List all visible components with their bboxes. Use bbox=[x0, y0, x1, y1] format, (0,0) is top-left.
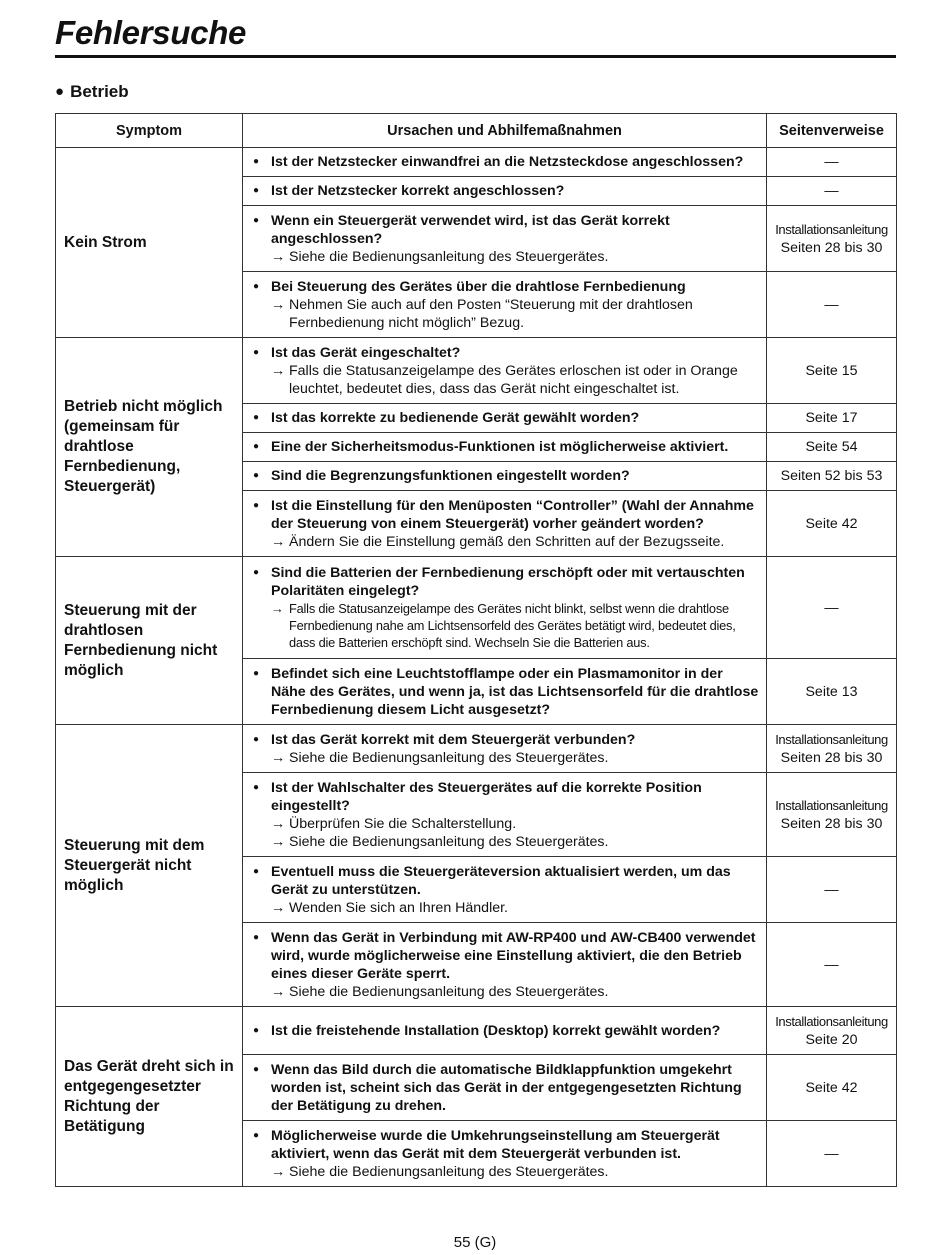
reference-cell bbox=[767, 857, 897, 923]
cause-question: ● Wenn ein Steuergerät verwendet wird, ist das Gerät korrekt angeschlossen? bbox=[253, 212, 760, 248]
remedy-text: Wenden Sie sich an Ihren Händler. bbox=[289, 899, 508, 916]
cause-question: ● Ist der Wahlschalter des Steuergerätes auf die korrekte Position eingestellt? bbox=[253, 779, 760, 815]
table-row bbox=[56, 148, 897, 177]
arrow-right-icon: → bbox=[271, 601, 284, 616]
symptom-cell: Steuerung mit der drahtlosen Fernbedienung nicht möglich bbox=[56, 557, 243, 725]
reference-text: — bbox=[824, 599, 839, 616]
cause-cell bbox=[243, 177, 767, 206]
remedy-text: Siehe die Bedienungsanleitung des Steuergerätes. bbox=[289, 248, 609, 265]
reference-text: Seiten 52 bis 53 bbox=[780, 468, 883, 484]
bullet-icon: ● bbox=[55, 83, 65, 100]
cause-cell bbox=[243, 773, 767, 857]
reference-cell bbox=[767, 433, 897, 462]
cause-question: ● Wenn das Bild durch die automatische Bildklappfunktion umgekehrt worden ist, scheint sich das Gerät in der entgegengesetzten Richtung der Betätigung zu drehen. bbox=[253, 1061, 760, 1115]
header-cause: Ursachen und Abhilfemaßnahmen bbox=[243, 114, 767, 148]
arrow-right-icon: → bbox=[271, 533, 286, 550]
reference-cell bbox=[767, 923, 897, 1007]
reference-cell bbox=[767, 1121, 897, 1187]
reference-cell bbox=[767, 557, 897, 659]
arrow-right-icon: → bbox=[271, 815, 286, 832]
reference-text: Seiten 28 bis 30 bbox=[780, 749, 883, 766]
cause-question: ● Befindet sich eine Leuchtstofflampe oder ein Plasmamonitor in der Nähe des Gerätes, und wenn ja, ist das Lichtsensorfeld für die drahtlose Fernbedienung diesem Licht ausgesetzt? bbox=[253, 665, 760, 719]
section-heading bbox=[55, 82, 129, 102]
cause-cell bbox=[243, 1055, 767, 1121]
arrow-right-icon: → bbox=[271, 983, 286, 1000]
cause-cell bbox=[243, 338, 767, 404]
cause-question: ● Ist der Netzstecker einwandfrei an die Netzsteckdose angeschlossen? bbox=[253, 153, 760, 171]
reference-cell bbox=[767, 773, 897, 857]
arrow-right-icon: → bbox=[271, 296, 286, 313]
cause-question: ● Ist das Gerät korrekt mit dem Steuergerät verbunden? bbox=[253, 731, 760, 749]
table-row bbox=[56, 338, 897, 404]
remedy-text: Nehmen Sie auch auf den Posten “Steuerung mit der drahtlosen Fernbedienung nicht möglich” Bezug. bbox=[289, 296, 693, 331]
header-reference: Seitenverweise bbox=[767, 114, 897, 148]
page-number: 55 (G) bbox=[453, 1234, 497, 1251]
cause-cell bbox=[243, 272, 767, 338]
reference-text: — bbox=[824, 881, 839, 898]
reference-cell bbox=[767, 1055, 897, 1121]
cause-question: ● Ist das Gerät eingeschaltet? bbox=[253, 344, 760, 362]
troubleshooting-table bbox=[55, 113, 897, 1187]
header-symptom: Symptom bbox=[56, 114, 243, 148]
remedy-text: Siehe die Bedienungsanleitung des Steuergerätes. bbox=[289, 983, 609, 1000]
arrow-right-icon: → bbox=[271, 1163, 286, 1180]
symptom-cell: Das Gerät dreht sich in entgegengesetzter Richtung der Betätigung bbox=[56, 1007, 243, 1187]
reference-cell bbox=[767, 206, 897, 272]
remedy-text: Ändern Sie die Einstellung gemäß den Schritten auf der Bezugsseite. bbox=[289, 533, 725, 550]
reference-cell bbox=[767, 177, 897, 206]
cause-cell bbox=[243, 491, 767, 557]
cause-cell bbox=[243, 404, 767, 433]
reference-text: Seite 17 bbox=[805, 410, 858, 426]
cause-question: ● Eine der Sicherheitsmodus-Funktionen ist möglicherweise aktiviert. bbox=[253, 438, 760, 456]
cause-question: ● Sind die Batterien der Fernbedienung erschöpft oder mit vertauschten Polaritäten eingelegt? bbox=[253, 564, 760, 600]
cause-cell bbox=[243, 857, 767, 923]
cause-cell bbox=[243, 725, 767, 773]
remedy-action bbox=[253, 815, 760, 833]
reference-cell bbox=[767, 272, 897, 338]
cause-question: ● Ist der Netzstecker korrekt angeschlossen? bbox=[253, 182, 760, 200]
cause-question: ● Ist die freistehende Installation (Desktop) korrekt gewählt worden? bbox=[253, 1022, 760, 1040]
arrow-right-icon: → bbox=[271, 362, 286, 379]
table-header-row bbox=[56, 114, 897, 148]
reference-text: Installationsanleitung bbox=[775, 221, 888, 237]
reference-cell bbox=[767, 338, 897, 404]
remedy-action bbox=[253, 1163, 760, 1181]
reference-text: Installationsanleitung bbox=[775, 797, 888, 813]
remedy-action bbox=[253, 749, 760, 767]
remedy-action bbox=[253, 248, 760, 266]
remedy-text: Siehe die Bedienungsanleitung des Steuergerätes. bbox=[289, 833, 609, 850]
cause-cell bbox=[243, 433, 767, 462]
remedy-action bbox=[253, 899, 760, 917]
reference-cell bbox=[767, 659, 897, 725]
remedy-action bbox=[253, 983, 760, 1001]
reference-text: — bbox=[824, 956, 839, 973]
reference-text: Seite 54 bbox=[805, 439, 858, 455]
table-row bbox=[56, 1007, 897, 1055]
cause-cell bbox=[243, 206, 767, 272]
remedy-text: Siehe die Bedienungsanleitung des Steuergerätes. bbox=[289, 1163, 609, 1180]
remedy-text: Falls die Statusanzeigelampe des Gerätes erloschen ist oder in Orange leuchtet, bedeutet dies, dass das Gerät nicht eingeschaltet ist. bbox=[289, 362, 738, 397]
cause-question: ● Möglicherweise wurde die Umkehrungseinstellung am Steuergerät aktiviert, wenn das Gerät mit dem Steuergerät verbunden ist. bbox=[253, 1127, 760, 1163]
reference-cell bbox=[767, 1007, 897, 1055]
arrow-right-icon: → bbox=[271, 833, 286, 850]
remedy-action bbox=[253, 833, 760, 851]
reference-text: Seite 42 bbox=[805, 1079, 858, 1096]
cause-question: ● Ist die Einstellung für den Menüposten “Controller” (Wahl der Annahme der Steuerung von einem Steuergerät) vorher geändert worden? bbox=[253, 497, 760, 533]
reference-text: Seite 42 bbox=[805, 515, 858, 532]
symptom-cell: Betrieb nicht möglich (gemeinsam für drahtlose Fernbedienung, Steuergerät) bbox=[56, 338, 243, 557]
reference-text: — bbox=[824, 296, 839, 313]
arrow-right-icon: → bbox=[271, 899, 286, 916]
reference-text: Seite 20 bbox=[805, 1031, 858, 1048]
page-title: Fehlersuche bbox=[55, 14, 247, 51]
cause-cell bbox=[243, 462, 767, 491]
cause-cell bbox=[243, 148, 767, 177]
title-rule bbox=[55, 55, 896, 58]
arrow-right-icon: → bbox=[271, 248, 286, 265]
symptom-cell: Kein Strom bbox=[56, 148, 243, 338]
remedy-action bbox=[253, 362, 760, 398]
arrow-right-icon: → bbox=[271, 749, 286, 766]
reference-text: — bbox=[824, 183, 839, 199]
remedy-text: Überprüfen Sie die Schalterstellung. bbox=[289, 815, 517, 832]
remedy-text: Siehe die Bedienungsanleitung des Steuergerätes. bbox=[289, 749, 609, 766]
cause-cell bbox=[243, 659, 767, 725]
cause-question: ● Bei Steuerung des Gerätes über die drahtlose Fernbedienung bbox=[253, 278, 760, 296]
remedy-action bbox=[253, 533, 760, 551]
cause-question: ● Sind die Begrenzungsfunktionen eingestellt worden? bbox=[253, 467, 760, 485]
cause-question: ● Ist das korrekte zu bedienende Gerät gewählt worden? bbox=[253, 409, 760, 427]
reference-text: Seite 15 bbox=[805, 362, 858, 379]
reference-cell bbox=[767, 725, 897, 773]
reference-text: — bbox=[824, 154, 839, 170]
remedy-action bbox=[253, 600, 760, 651]
reference-text: Seiten 28 bis 30 bbox=[780, 239, 883, 256]
reference-cell bbox=[767, 491, 897, 557]
reference-text: Seite 13 bbox=[805, 683, 858, 700]
reference-text: — bbox=[824, 1145, 839, 1162]
cause-cell bbox=[243, 923, 767, 1007]
cause-question: ● Eventuell muss die Steuergeräteversion aktualisiert werden, um das Gerät zu unterstützen. bbox=[253, 863, 760, 899]
reference-text: Installationsanleitung bbox=[775, 731, 888, 747]
reference-text: Installationsanleitung bbox=[775, 1013, 888, 1029]
symptom-cell: Steuerung mit dem Steuergerät nicht möglich bbox=[56, 725, 243, 1007]
reference-cell bbox=[767, 148, 897, 177]
remedy-action bbox=[253, 296, 760, 332]
reference-cell bbox=[767, 404, 897, 433]
cause-cell bbox=[243, 1121, 767, 1187]
cause-cell bbox=[243, 557, 767, 659]
cause-question: ● Wenn das Gerät in Verbindung mit AW-RP400 und AW-CB400 verwendet wird, wurde möglicherweise eine Einstellung aktiviert, die den Betrieb eines dieser Geräte sperrt. bbox=[253, 929, 760, 983]
section-heading-label: Betrieb bbox=[70, 82, 129, 101]
reference-text: Seiten 28 bis 30 bbox=[780, 815, 883, 832]
reference-cell bbox=[767, 462, 897, 491]
remedy-text: Falls die Statusanzeigelampe des Gerätes nicht blinkt, selbst wenn die drahtlose Fernbedienung nahe am Lichtsensorfeld des Gerätes betätigt wird, bedeutet dies, dass die Batterien erschöpft sind. Wechseln Sie die Batterien aus. bbox=[289, 601, 736, 650]
table-row bbox=[56, 725, 897, 773]
table-row bbox=[56, 557, 897, 659]
cause-cell bbox=[243, 1007, 767, 1055]
